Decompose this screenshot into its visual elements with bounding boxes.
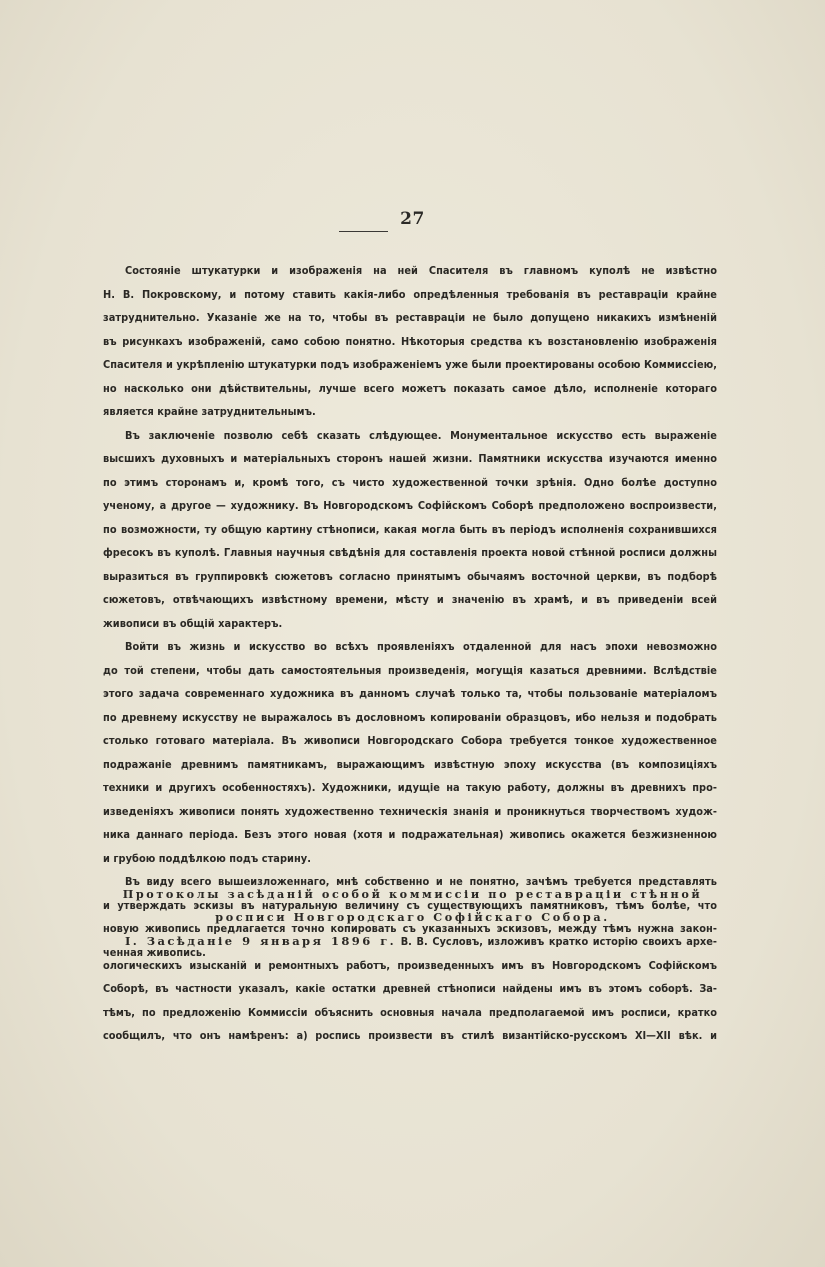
text-line: столько готоваго матеріала. Въ живописи Новгородскаго Собора требуется тонкое художественное [103, 734, 717, 747]
section-heading-line-1: Протоколы засѣданій особой коммиссіи по реставраціи стѣнной [122, 887, 703, 901]
text-line: новую живопись предлагается точно копировать съ указанныхъ эскизовъ, между тѣмъ нужна закон- [103, 922, 717, 935]
text-line: фресокъ въ куполѣ. Главныя научныя свѣдѣнія для составленія проекта новой стѣнной росписи должны [103, 546, 717, 559]
text-line: ника даннаго періода. Безъ этого новая (хотя и подражательная) живопись окажется безжизненною [103, 828, 717, 841]
protocol-session-lead: I. Засѣданіе 9 января 1896 г. [125, 934, 397, 948]
text-line: по возможности, ту общую картину стѣнописи, какая могла быть въ періодъ исполненія сохранившихся [103, 522, 717, 536]
text-line: Въ заключеніе позволю себѣ сказать слѣдующее. Монументальное искусство есть выраженіе [125, 428, 717, 442]
text-line: и грубою поддѣлкою подъ старину. [103, 851, 311, 865]
text-line: до той степени, чтобы дать самостоятельныя произведенія, могущія казаться древними. Вслѣдствіе [103, 663, 717, 677]
text-line: Въ виду всего вышеизложеннаго, мнѣ собственно и не понятно, зачѣмъ требуется представлять [125, 875, 717, 888]
text-line: въ рисункахъ изображеній, само собою понятно. Нѣкоторыя средства къ возстановленію изображенія [103, 334, 717, 348]
protocol-line: Соборѣ, въ частности указалъ, какіе остатки древней стѣнописи найдены имъ въ этомъ соборѣ. За- [103, 982, 717, 995]
text-line: живописи въ общій характеръ. [103, 616, 283, 630]
page-number-rule [339, 231, 388, 232]
text-line: Войти въ жизнь и искусство во всѣхъ проявленіяхъ отдаленной для насъ эпохи невозможно [125, 640, 717, 653]
protocol-line-1-rest: В. В. Сусловъ, изложивъ кратко исторію своихъ архе- [400, 935, 717, 948]
text-line: и утверждать эскизы въ натуральную величину съ существующихъ памятниковъ, тѣмъ болѣе, что [103, 898, 717, 912]
text-line: затруднительно. Указаніе же на то, чтобы въ реставраціи не было допущено никакихъ измѣненій [103, 311, 717, 324]
protocol-text [103, 930, 717, 1048]
protocol-line: сообщилъ, что онъ намѣренъ: а) роспись произвести въ стилѣ византійско-русскомъ XI—XII вѣк. и [103, 1029, 717, 1042]
text-line: техники и другихъ особенностяхъ). Художники, идущіе на такую работу, должны въ древнихъ про- [103, 781, 717, 794]
text-line: Спасителя и укрѣпленію штукатурки подъ изображеніемъ уже были проектированы особою Коммиссіею, [103, 358, 717, 371]
protocol-line: тѣмъ, по предложенію Коммиссіи объяснить основныя начала предполагаемой имъ росписи, кратко [103, 1005, 717, 1019]
text-line: сюжетовъ, отвѣчающихъ извѣстному времени, мѣсту и значенію въ храмѣ, и въ приведеніи всей [103, 593, 717, 606]
text-line: ченная живопись. [103, 945, 206, 959]
text-line: выразиться въ группировкѣ сюжетовъ согласно принятымъ обычаямъ восточной церкви, въ подборѣ [103, 569, 717, 583]
section-heading-line-2: росписи Новгородскаго Софійскаго Собора. [215, 910, 610, 924]
text-line: изведеніяхъ живописи понять художественно техническія знанія и проникнуться творчествомъ худож- [103, 804, 717, 818]
text-line: высшихъ духовныхъ и матеріальныхъ сторонъ нашей жизни. Памятники искусства изучаются именно [103, 452, 717, 465]
body-text [103, 259, 717, 964]
text-line: этого задача современнаго художника въ данномъ случаѣ только та, чтобы пользованіе матеріаломъ [103, 687, 717, 700]
text-line: но насколько они дѣйствительны, лучше всего можетъ показать самое дѣло, исполненіе котораго [103, 381, 717, 395]
text-line: по этимъ сторонамъ и, кромѣ того, съ чисто художественной точки зрѣнія. Одно болѣе доступно [103, 475, 717, 489]
page-number: 27 [400, 209, 425, 229]
text-line: по древнему искусству не выражалось въ дословномъ копированіи образцовъ, ибо нельзя и подобрать [103, 710, 717, 724]
protocol-line: ологическихъ изысканій и ремонтныхъ работъ, произведенныхъ имъ въ Новгородскомъ Софійскомъ [103, 958, 717, 972]
protocol-line [103, 930, 717, 954]
text-line: является крайне затруднительнымъ. [103, 405, 316, 418]
text-line: Н. В. Покровскому, и потому ставить какія-либо опредѣленныя требованія въ реставраціи крайне [103, 287, 717, 301]
text-line: Состояніе штукатурки и изображенія на ней Спасителя въ главномъ куполѣ не извѣстно [125, 264, 717, 277]
text-line: подражаніе древнимъ памятникамъ, выражающимъ извѣстную эпоху искусства (въ композиціяхъ [103, 757, 717, 771]
text-line: ученому, а другое — художнику. Въ Новгородскомъ Софійскомъ Соборѣ предположено воспроизвести, [103, 499, 717, 512]
